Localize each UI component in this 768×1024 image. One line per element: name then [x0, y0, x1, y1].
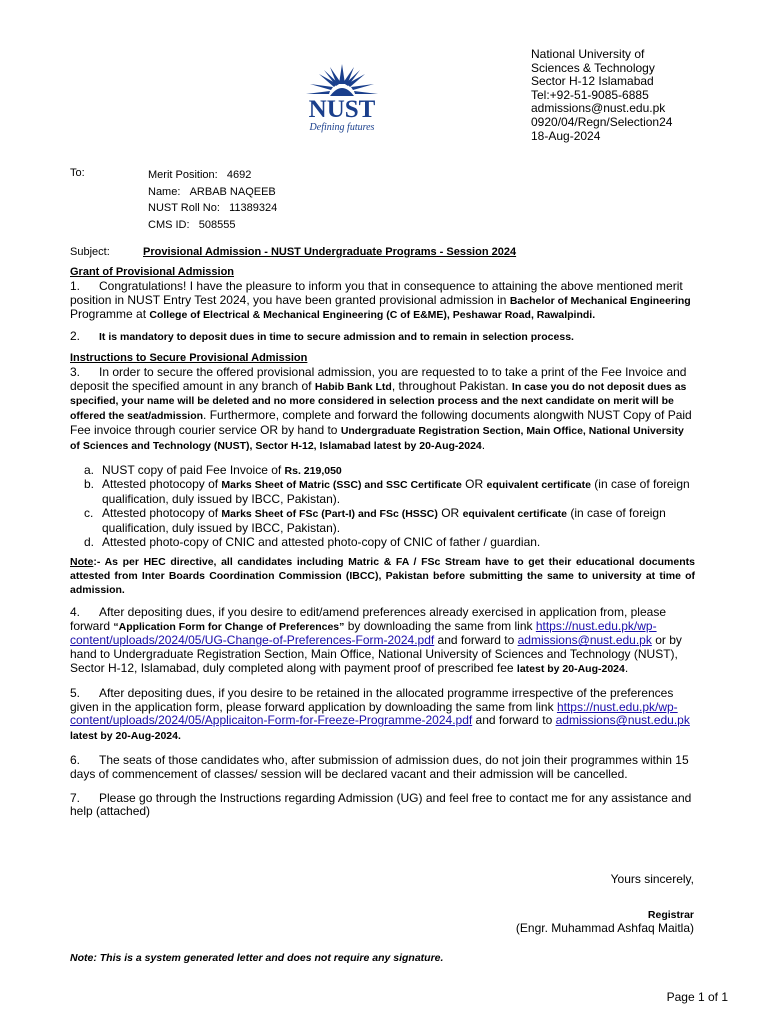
- system-generated-note: Note: This is a system generated letter and does not require any signature.: [70, 952, 444, 964]
- paragraph-5: [70, 687, 695, 744]
- paragraph-text: or by hand to Undergraduate Registration Section, Main Office, National University of Sciences and Technology (NUST), Sector H-12, Islamabad, duly completed along with payment proof of prescribed fee: [70, 633, 682, 675]
- letter-date: 18-Aug-2024: [531, 128, 601, 143]
- paragraph-4: [70, 606, 695, 677]
- list-text: Marks Sheet of Matric (SSC) and SSC Certificate: [221, 479, 462, 492]
- to-label: To:: [70, 167, 85, 179]
- address-line: National University of: [531, 47, 645, 61]
- paragraph-number: 5.: [70, 685, 81, 700]
- roll-label: NUST Roll No:: [148, 202, 220, 214]
- freeze-form-link[interactable]: https://nust.edu.pk/wp-content/uploads/2024/05/Applicaiton-Form-for-Freeze-Programme-2024.pdf: [70, 699, 678, 728]
- reference-number: 0920/04/Regn/Selection24: [531, 114, 673, 129]
- paragraph-number: 3.: [70, 364, 81, 379]
- name-value: ARBAB NAQEEB: [189, 185, 276, 198]
- paragraph-text: .: [624, 660, 629, 675]
- programme-name: Bachelor of Mechanical Engineering: [509, 294, 691, 307]
- signatory-name: (Engr. Muhammad Ashfaq Maitla): [515, 921, 694, 935]
- letter-body: [70, 266, 695, 819]
- logo-tagline: Defining futures: [309, 122, 375, 133]
- paragraph-number: 6.: [70, 752, 81, 767]
- name-label: Name:: [148, 185, 181, 198]
- note-label: Note: [70, 556, 94, 569]
- address-line: admissions@nust.edu.pk: [531, 101, 666, 116]
- list-marker: b.: [84, 477, 95, 492]
- paragraph-text: Programme at: [70, 307, 150, 322]
- roll-value: 11389324: [229, 202, 278, 214]
- paragraph-number: 7.: [70, 790, 81, 805]
- list-item: [84, 477, 695, 507]
- logo-wordmark: NUST: [308, 96, 376, 123]
- paragraph-number: 1.: [70, 278, 81, 293]
- document-list: [70, 464, 695, 550]
- list-text: Attested photocopy of: [102, 477, 222, 492]
- roll-row: [148, 200, 277, 217]
- merit-position-row: [148, 167, 277, 184]
- paragraph-6: [70, 754, 695, 782]
- list-text: equivalent certificate: [486, 479, 591, 492]
- paragraph-7: [70, 792, 695, 820]
- closing-salutation: Yours sincerely,: [610, 872, 694, 886]
- hec-note: [70, 556, 695, 597]
- paragraph-text: , throughout Pakistan.: [391, 378, 512, 393]
- merit-label: Merit Position:: [148, 169, 218, 181]
- list-text: NUST copy of paid Fee Invoice of: [102, 462, 285, 477]
- preferences-form-link[interactable]: https://nust.edu.pk/wp-content/uploads/2024/05/UG-Change-of-Preferences-Form-2024.pdf: [70, 618, 657, 648]
- paragraph-text: In order to secure the offered provisional admission, you are requested to to take a print of the Fee Invoice and deposit the specified amount in any branch of: [70, 364, 687, 393]
- list-item: [84, 534, 695, 550]
- deadline: latest by 20-Aug-2024.: [70, 730, 181, 743]
- paragraph-number: 2.: [70, 329, 81, 344]
- subject-label: Subject:: [70, 246, 110, 258]
- paragraph-text: and forward to: [472, 713, 556, 728]
- cms-label: CMS ID:: [148, 218, 190, 231]
- subject-text: Provisional Admission - NUST Undergraduate Programs - Session 2024: [143, 246, 517, 258]
- merit-value: 4692: [226, 169, 252, 181]
- list-marker: c.: [84, 505, 94, 520]
- nust-logo: [300, 62, 384, 134]
- deadline: latest by 20-Aug-2024: [516, 662, 625, 675]
- page-number: Page 1 of 1: [666, 990, 728, 1004]
- address-line: Tel:+92-51-9085-6885: [531, 87, 649, 102]
- list-text: (in case of foreign qualification, duly issued by IBCC, Pakistan).: [102, 505, 666, 535]
- list-text: equivalent certificate: [462, 507, 568, 520]
- list-text: OR: [461, 477, 487, 492]
- form-name: “Application Form for Change of Preferences”: [113, 620, 345, 633]
- address-line: Sciences & Technology: [531, 60, 655, 75]
- note-text: :- As per HEC directive, all candidates including Matric & FA / FSc Stream have to get their educational documents attested from Inter Boards Coordination Commission (IBCC), Pakistan before submitting the same to university at time of admission.: [70, 556, 695, 596]
- paragraph-text: . Furthermore, complete and forward the following documents alongwith NUST Copy of Paid Fee invoice through courier service OR by hand to: [70, 408, 692, 437]
- address-line: Sector H-12 Islamabad: [531, 74, 654, 89]
- list-text: (in case of foreign qualification, duly issued by IBCC, Pakistan).: [102, 477, 690, 507]
- fee-amount: Rs. 219,050: [284, 464, 342, 477]
- admissions-email-link[interactable]: admissions@nust.edu.pk: [555, 713, 690, 728]
- paragraph-text: .: [481, 437, 486, 452]
- list-marker: a.: [84, 462, 95, 477]
- cms-value: 508555: [198, 218, 236, 231]
- grant-heading: Grant of Provisional Admission: [70, 266, 235, 278]
- list-text: Attested photocopy of: [102, 505, 222, 520]
- deposit-warning: In case you do not deposit dues as specified, your name will be deleted and no more considered in selection process and the next candidate on merit will be offered the seat/admission: [70, 380, 687, 423]
- paragraph-text: Congratulations! I have the pleasure to inform you that in consequence to attaining the above mentioned merit position in NUST Entry Test 2024, you have been granted provisional admission in: [70, 278, 683, 307]
- paragraph-text: After depositing dues, if you desire to edit/amend preferences already exercised in application from, please forward: [70, 604, 666, 633]
- paragraph-3: [70, 366, 695, 454]
- paragraph-text: and forward to: [434, 633, 518, 648]
- bank-name: Habib Bank Ltd: [314, 380, 392, 393]
- office-address: Undergraduate Registration Section, Main Office, National University of Sciences and Technology (NUST), Sector H-12, Islamabad latest by 20-Aug-2024: [70, 424, 684, 452]
- paragraph-text: The seats of those candidates who, after submission of admission dues, do not join their programmes within 15 days of commencement of classes/ session will be declared vacant and their admission will be cancelled.: [70, 752, 689, 781]
- paragraph-text: After depositing dues, if you desire to be retained in the allocated programme irrespective of the preferences given in the application form, please forward application by downloading the same from link: [70, 685, 674, 714]
- admissions-email-link[interactable]: admissions@nust.edu.pk: [517, 633, 652, 648]
- paragraph-1: [70, 280, 695, 323]
- list-item: [84, 505, 695, 536]
- college-name: College of Electrical & Mechanical Engineering (C of E&ME), Peshawar Road, Rawalpindi.: [149, 309, 596, 322]
- recipient-block: [148, 167, 277, 233]
- cms-row: [148, 217, 277, 234]
- paragraph-2: [70, 330, 695, 345]
- list-text: Attested photo-copy of CNIC and attested photo-copy of CNIC of father / guardian.: [102, 534, 541, 549]
- paragraph-text: by downloading the same from link: [344, 618, 536, 633]
- secure-heading: Instructions to Secure Provisional Admission: [70, 351, 308, 364]
- list-text: Marks Sheet of FSc (Part-I) and FSc (HSSC): [221, 507, 438, 520]
- paragraph-text: It is mandatory to deposit dues in time to secure admission and to remain in selection process.: [99, 331, 574, 344]
- signatory-title: Registrar: [647, 909, 694, 921]
- list-marker: d.: [84, 534, 95, 549]
- list-text: OR: [437, 505, 463, 520]
- list-item: [84, 462, 695, 479]
- name-row: [148, 184, 277, 201]
- paragraph-number: 4.: [70, 604, 81, 619]
- sender-address: [531, 48, 672, 143]
- paragraph-text: Please go through the Instructions regarding Admission (UG) and feel free to contact me for any assistance and help (attached): [70, 790, 692, 819]
